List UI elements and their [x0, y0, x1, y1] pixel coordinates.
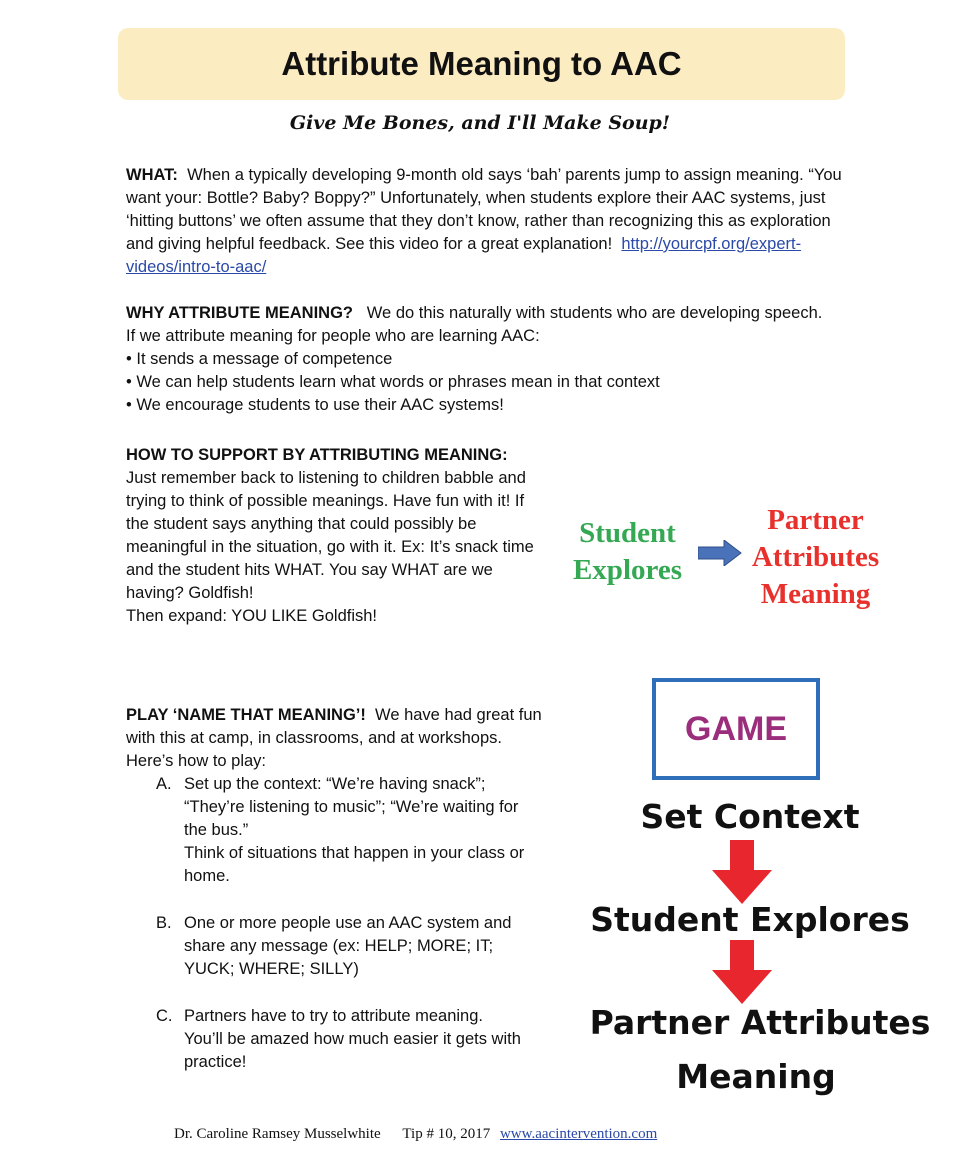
flow-meaning: Meaning: [676, 1057, 836, 1096]
down-arrow-icon: [712, 840, 772, 904]
flow-set-context: Set Context: [640, 797, 860, 836]
step-marker: A.: [156, 775, 172, 793]
diagram-student-explores: [555, 515, 700, 589]
diagram-left-line: Explores: [572, 554, 683, 586]
step-marker: C.: [156, 1007, 173, 1025]
what-heading: WHAT:: [126, 166, 178, 184]
why-text: We do this naturally with students who are developing speech. If we attribute meaning for people who are learning AAC:: [126, 304, 823, 345]
diagram-right-line: Meaning: [760, 578, 871, 610]
video-link[interactable]: http://yourcpf.org/expert-videos/intro-to-aac/: [126, 235, 802, 276]
diagram-right-line: Attributes: [751, 541, 880, 573]
step-a: [126, 773, 526, 888]
subtitle: Give Me Bones, and I'll Make Soup!: [289, 112, 671, 134]
diagram-partner-attributes: [738, 502, 893, 613]
step-text: One or more people use an AAC system and share any message (ex: HELP; MORE; IT; YUCK; WHERE; SILLY): [184, 914, 512, 978]
step-extra: Think of situations that happen in your class or home.: [184, 844, 525, 885]
footer: [174, 1126, 657, 1143]
how-heading: HOW TO SUPPORT BY ATTRIBUTING MEANING:: [126, 446, 508, 464]
play-text: We have had great fun with this at camp, in classrooms, and at workshops. Here’s how to play:: [126, 706, 542, 770]
why-bullet: • We encourage students to use their AAC systems!: [126, 396, 504, 414]
play-section: [126, 704, 546, 773]
what-section: [126, 164, 851, 279]
game-label: GAME: [685, 709, 787, 748]
footer-tip: Tip # 10, 2017: [402, 1126, 491, 1142]
title-banner: [118, 28, 845, 100]
right-arrow-icon: [698, 540, 742, 566]
step-text: Partners have to try to attribute meaning. You’ll be amazed how much easier it gets with practice!: [184, 1007, 521, 1071]
step-marker: B.: [156, 914, 172, 932]
why-bullet: • It sends a message of competence: [126, 350, 393, 368]
diagram-right-line: Partner: [767, 504, 864, 536]
footer-link[interactable]: www.aacintervention.com: [499, 1126, 658, 1142]
diagram-left-line: Student: [579, 517, 676, 549]
why-bullet: • We can help students learn what words or phrases mean in that context: [126, 373, 660, 391]
step-c: [126, 1005, 526, 1074]
why-section: [126, 302, 826, 417]
how-text: Just remember back to listening to children babble and trying to think of possible meanings. Have fun with it! If the student says anything that could possibly be meaningful in the situation, go with it. Ex: It’s snack time and the student hits WHAT. You say WHAT are we having? Goldfish!: [126, 469, 534, 602]
how-expand: Then expand: YOU LIKE Goldfish!: [126, 607, 378, 625]
footer-author: Dr. Caroline Ramsey Musselwhite: [174, 1126, 381, 1142]
play-heading: PLAY ‘NAME THAT MEANING’!: [126, 706, 366, 724]
step-text: Set up the context: “We’re having snack”; “They’re listening to music”; “We’re waiting for the bus.”: [184, 775, 519, 839]
game-box: [652, 678, 820, 780]
page-title: Attribute Meaning to AAC: [281, 45, 682, 82]
how-section: [126, 444, 544, 628]
flow-student-explores: Student Explores: [590, 900, 910, 939]
step-b: [126, 912, 526, 981]
flow-partner-attributes: Partner Attributes: [589, 1003, 931, 1042]
why-heading: WHY ATTRIBUTE MEANING?: [126, 304, 354, 322]
down-arrow-icon: [712, 940, 772, 1004]
what-text: When a typically developing 9-month old says ‘bah’ parents jump to assign meaning. “You want your: Bottle? Baby? Boppy?” Unfortunately, when students explore their AAC systems, just ‘hitting buttons’ we often assume that they don’t know, rather than recognizing this as exploration and giving helpful feedback. See this video for a great explanation!: [126, 166, 842, 253]
play-steps: [126, 773, 526, 1074]
